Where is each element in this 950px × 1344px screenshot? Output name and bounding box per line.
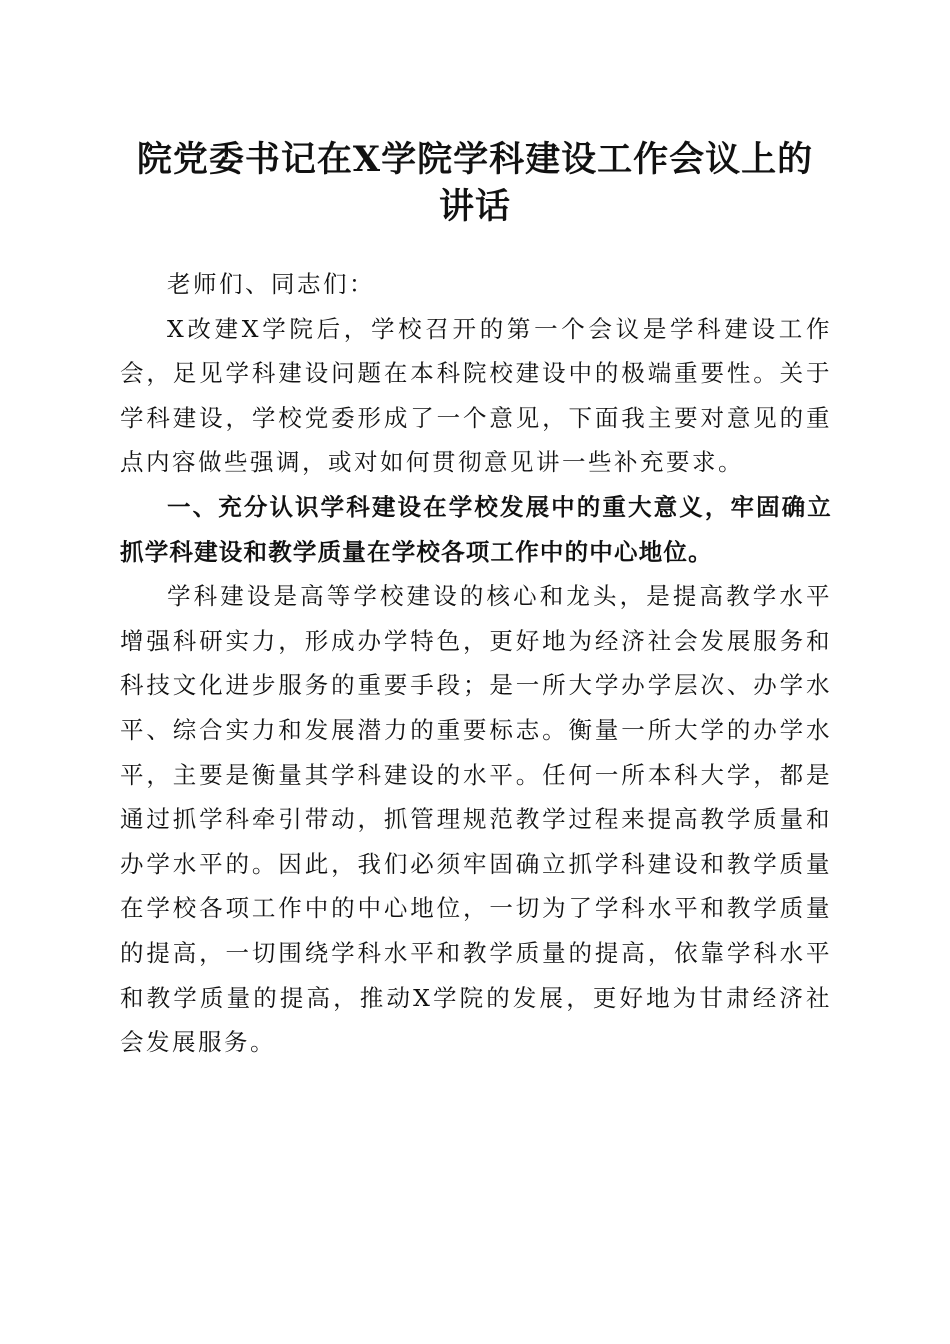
section-1-heading: 一、充分认识学科建设在学校发展中的重大意义，牢固确立抓学科建设和教学质量在学校各项工作中的中心地位。: [120, 492, 832, 566]
document-title: [100, 136, 850, 230]
title-line-2: 讲话: [438, 186, 511, 227]
title-line-1: 院党委书记在X学院学科建设工作会议上的: [136, 139, 814, 180]
section-1-paragraph: 学科建设是高等学校建设的核心和龙头，是提高教学水平增强科研实力，形成办学特色，更好地为经济社会发展服务和科技文化进步服务的重要手段；是一所大学办学层次、办学水平、综合实力和发展潜力的重要标志。衡量一所大学的办学水平，主要是衡量其学科建设的水平。任何一所本科大学，都是通过抓学科牵引带动，抓管理规范教学过程来提高教学质量和办学水平的。因此，我们必须牢固确立抓学科建设和教学质量在学校各项工作中的中心地位，一切为了学科水平和教学质量的提高，一切围绕学科水平和教学质量的提高，依靠学科水平和教学质量的提高，推动X学院的发展，更好地为甘肃经济社会发展服务。: [120, 582, 832, 1057]
salutation: 老师们、同志们：: [167, 270, 375, 298]
intro-paragraph: X改建X学院后，学校召开的第一个会议是学科建设工作会，足见学科建设问题在本科院校建设中的极端重要性。关于学科建设，学校党委形成了一个意见，下面我主要对意见的重点内容做些强调，或对如何贯彻意见讲一些补充要求。: [120, 314, 832, 477]
document-body: [120, 262, 832, 1065]
